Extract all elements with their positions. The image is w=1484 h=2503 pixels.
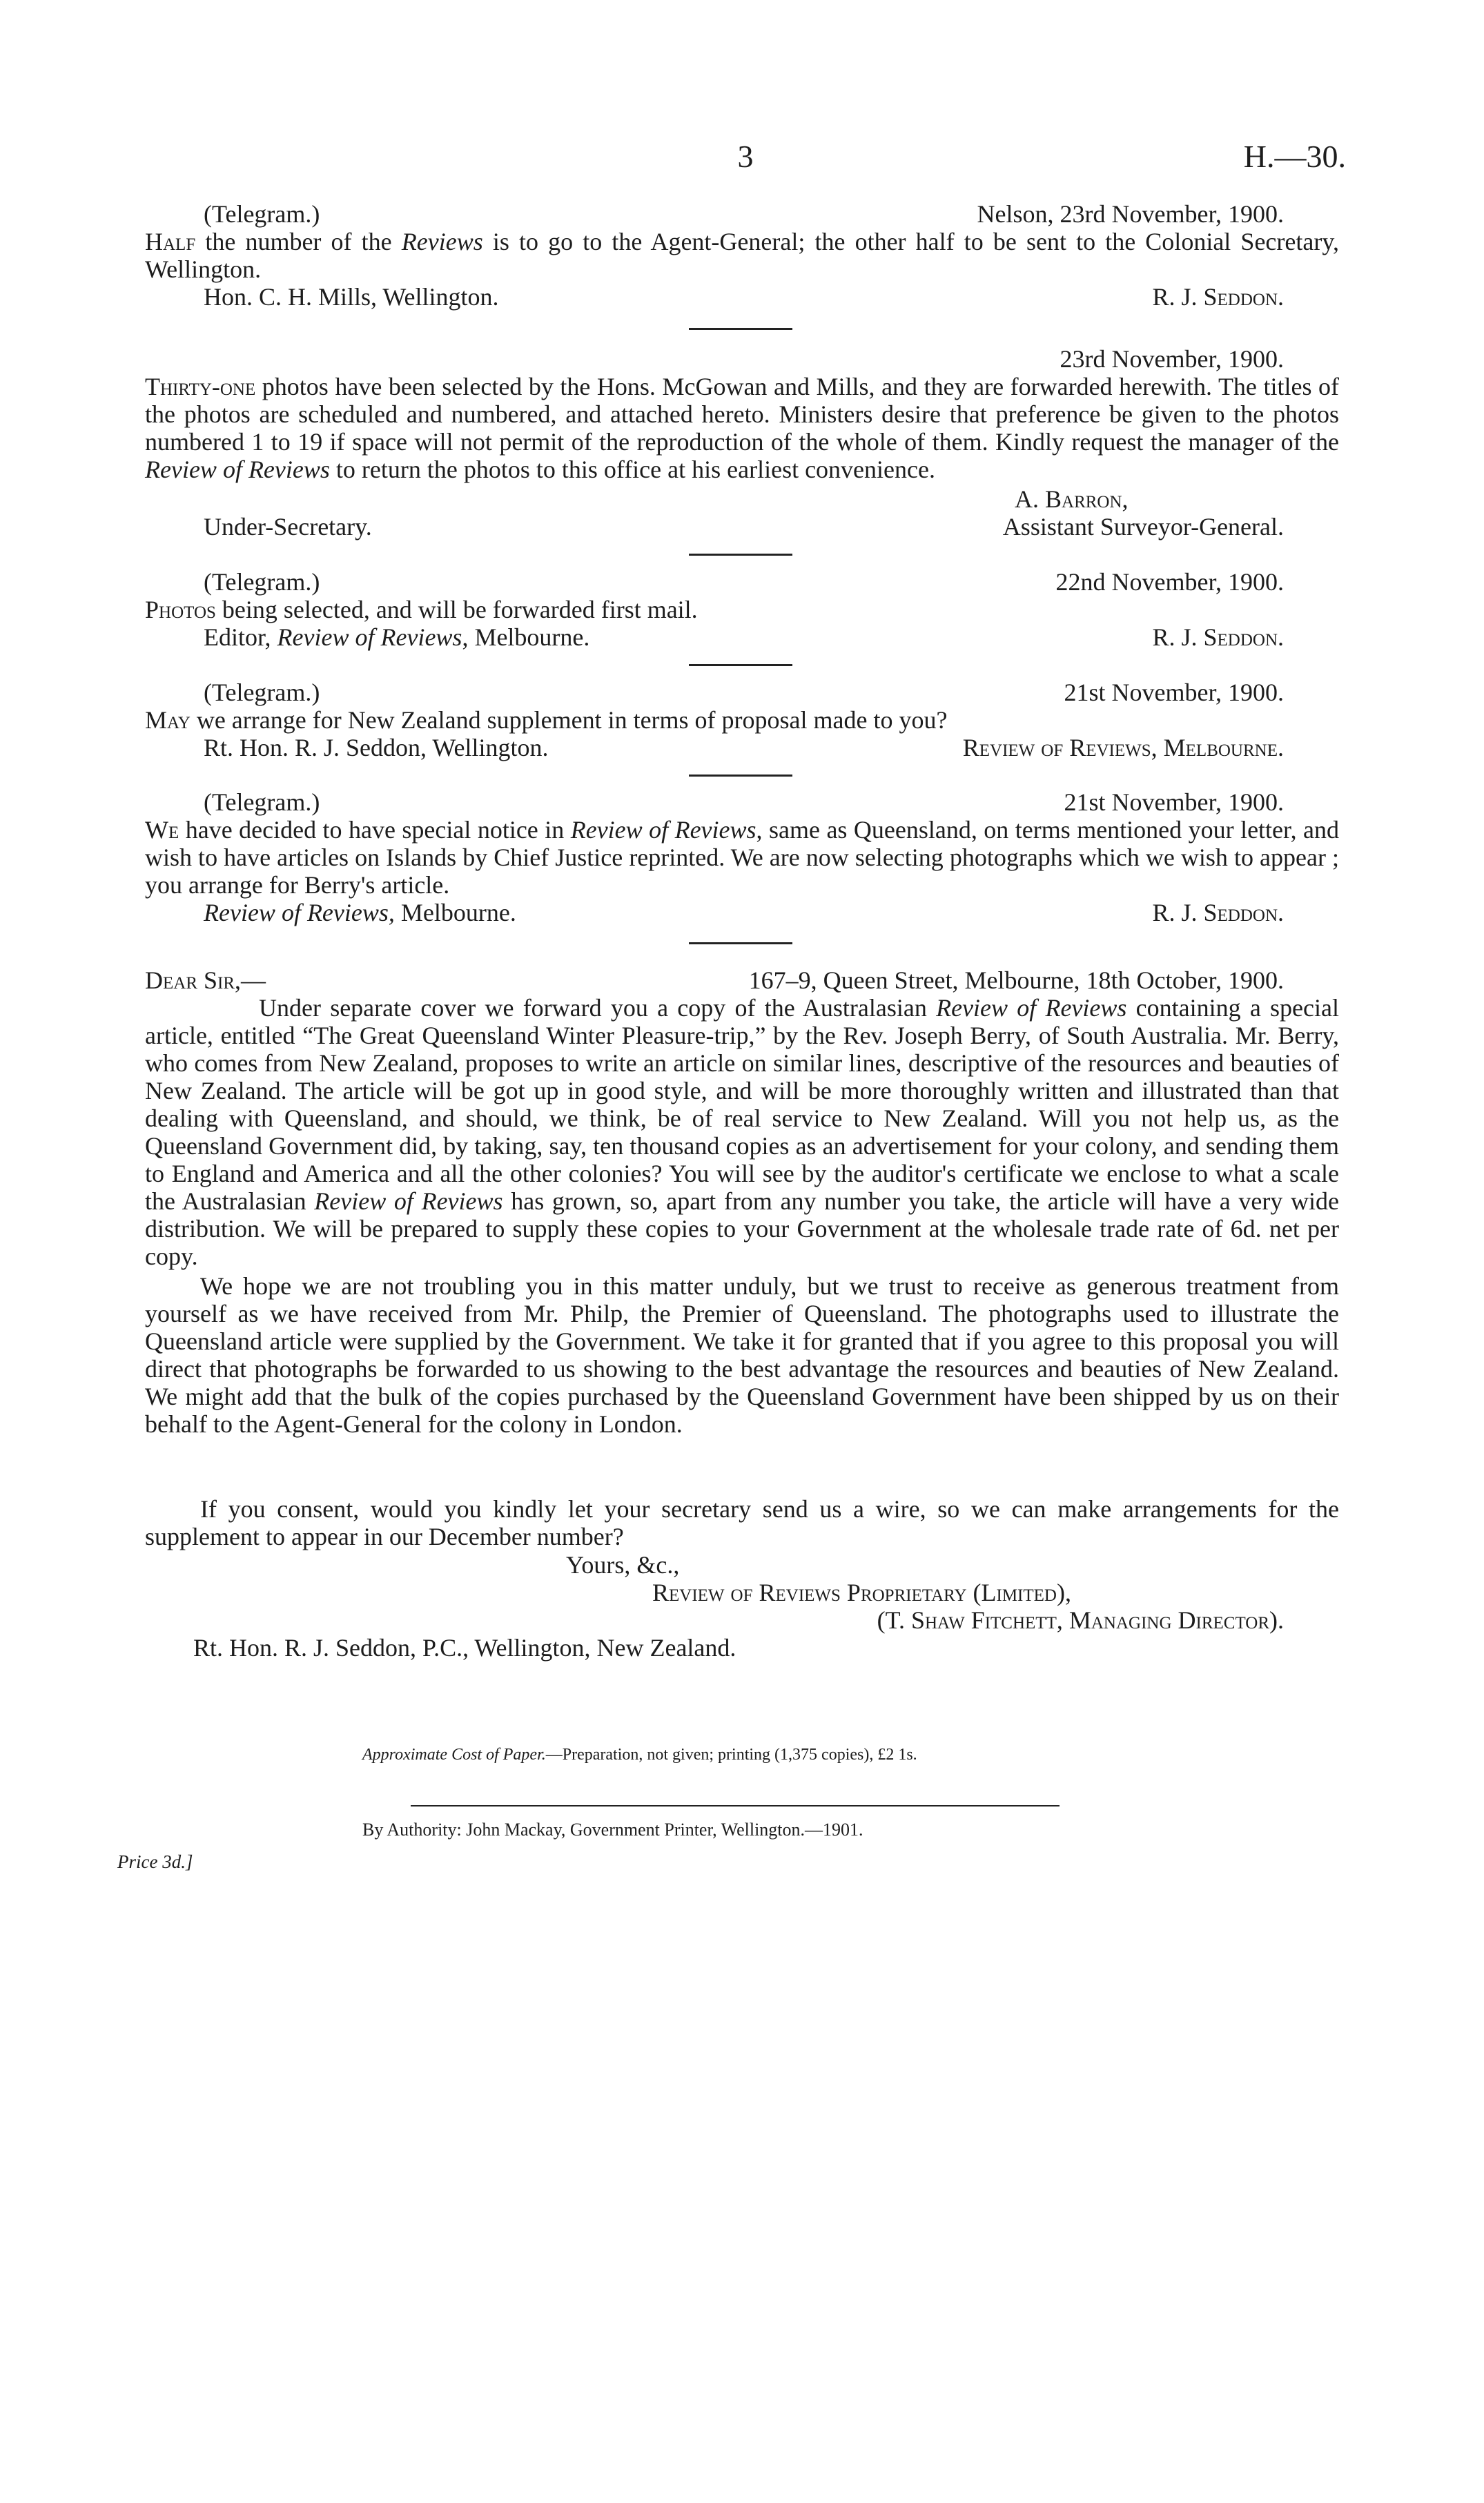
telegram-4-signature: R. J. Seddon.	[1152, 899, 1284, 926]
divider	[689, 942, 792, 944]
printer-authority: By Authority: John Mackay, Government Printer, Wellington.—1901.	[362, 1820, 863, 1840]
divider	[689, 775, 792, 777]
telegram-1-place-date: Nelson, 23rd November, 1900.	[977, 200, 1284, 228]
telegram-4-label: (Telegram.)	[204, 788, 320, 816]
letter-signatory: (T. Shaw Fitchett, Managing Director).	[877, 1606, 1284, 1634]
letter-paragraph-2: We hope we are not troubling you in this matter unduly, but we trust to receive as generous treatment from yourself as we have received from Mr. Philp, the Premier of Queensland. The photographs used to illustrate the Queensland article were supplied by the Government. We take it for granted that if you agree to this proposal you will direct that photographs be forwarded to us showing to the best advantage the resources and beauties of New Zealand. We might add that the bulk of the copies purchased by the Queensland Government have been shipped by us on their behalf to the Agent-General for the colony in London.	[145, 1272, 1339, 1438]
letter-closing: Yours, &c.,	[566, 1551, 680, 1579]
telegram-4-addressee: Review of Reviews, Melbourne.	[204, 899, 516, 926]
divider	[689, 328, 792, 330]
letter-paragraph-3: If you consent, would you kindly let your secretary send us a wire, so we can make arrangements for the supplement to appear in our December number?	[145, 1495, 1339, 1550]
letter-company: Review of Reviews Proprietary (Limited),	[652, 1579, 1071, 1606]
telegram-2-addressee: Editor, Review of Reviews, Melbourne.	[204, 623, 590, 651]
letter-paragraph-1: Under separate cover we forward you a copy of the Australasian Review of Reviews containing a special article, entitled “The Great Queensland Winter Pleasure-trip,” by the Rev. Joseph Berry, of South Australia. Mr. Berry, who comes from New Zealand, proposes to write an article on similar lines, descriptive of the resources and beauties of New Zealand. The article will be got up in good style, and will be more thoroughly written and illustrated than that dealing with Queensland, and should, we think, be of real service to New Zealand. Will you not help us, as the Queensland Government did, by taking, say, ten thousand copies as an advertisement for your colony, and sending them to England and America and all the other colonies? You will see by the auditor's certificate we enclose to what a scale the Australasian Review of Reviews has grown, so, apart from any number you take, the article will have a very wide distribution. We will be prepared to supply these copies to your Government at the wholesale trade rate of 6d. net per copy.	[145, 994, 1339, 1270]
divider	[689, 554, 792, 556]
telegram-4-body: We have decided to have special notice in Review of Reviews, same as Queensland, on terms mentioned your letter, and wish to have articles on Islands by Chief Justice reprinted. We are now selecting photographs which we wish to appear ; you arrange for Berry's article.	[145, 816, 1340, 899]
telegram-1-body: Half the number of the Reviews is to go to the Agent-General; the other half to be sent to the Colonial Secretary, Wellington.	[145, 228, 1339, 283]
footer-divider	[411, 1805, 1060, 1806]
memo-1-date: 23rd November, 1900.	[1060, 345, 1284, 373]
telegram-2-label: (Telegram.)	[204, 568, 320, 596]
letter-salutation: Dear Sir,—	[145, 966, 266, 994]
telegram-1-addressee: Hon. C. H. Mills, Wellington.	[204, 283, 499, 311]
cost-of-paper-note: Approximate Cost of Paper.—Preparation, not given; printing (1,375 copies), £2 1s.	[362, 1746, 917, 1764]
telegram-2-signature: R. J. Seddon.	[1152, 623, 1284, 651]
document-page: 3 H.—30. (Telegram.) Nelson, 23rd November, 1900. Half the number of the Reviews is to go to the Agent-General; the other half to be sent to the Colonial Secretary, Wellington. Hon. C. H. Mills, Wellington. R. J. Seddon. 23rd November, 1900. Thirty-one photos have been selected by the Hons. McGowan and Mills, and they are forwarded herewith. The titles of the photos are scheduled and numbered, and attached hereto. Ministers desire that preference be given to the photos numbered 1 to 19 if space will not permit of the reproduction of the whole of them. Kindly request the manager of the Review of Reviews to return the photos to this office at his earliest convenience. A. Barron, Under-Secretary. Assistant Surveyor-General. (Telegram.) 22nd November, 1900. Photos being selected, and will be forwarded first mail. Editor, Review of Reviews, Melbourne. R. J. Seddon. (Telegram.) 21st November, 1900. May we arrange for New Zealand supplement in terms of proposal made to you? Rt. Hon. R. J. Seddon, Wellington. Review of Reviews, Melbourne. (Telegram.) 21st November, 1900. We have decided to have special notice in Review of Reviews, same as Queensland, on terms mentioned your letter, and wish to have articles on Islands by Chief Justice reprinted. We are now selecting photographs which we wish to appear ; you arrange for Berry's article. Review of Reviews, Melbourne. R. J. Seddon. Dear Sir,— 167–9, Queen Street, Melbourne, 18th October, 1900. Under separate cover we forward you a copy of the Australasian Review of Reviews containing a special article, entitled “The Great Queensland Winter Pleasure-trip,” by the Rev. Joseph Berry, of South Australia. Mr. Berry, who comes from New Zealand, proposes to write an article on similar lines, descriptive of the resources and beauties of New Zealand. The article will be got up in good style, and will be more thoroughly written and illustrated than that dealing with Queensland, and should, we think, be of real service to New Zealand. Will you not help us, as the Queensland Government did, by taking, say, ten thousand copies as an advertisement for your colony, and sending them to England and America and all the other colonies? You will see by the auditor's certificate we enclose to what a scale the Australasian Review of Reviews has grown, so, apart from any number you take, the article will have a very wide distribution. We will be prepared to supply these copies to your Government at the wholesale trade rate of 6d. net per copy. We hope we are not troubling you in this matter unduly, but we trust to receive as generous treatment from yourself as we have received from Mr. Philp, the Premier of Queensland. The photographs used to illustrate the Queensland article were supplied by the Government. We take it for granted that if you agree to this proposal you will direct that photographs be forwarded to us showing to the best advantage the resources and beauties of New Zealand. We might add that the bulk of the copies purchased by the Queensland Government have been shipped by us on their behalf to the Agent-General for the colony in London. If you consent, would you kindly let your secretary send us a wire, so we can make arrangements for the supplement to appear in our December number? Yours, &c., Review of Reviews Proprietary (Limited), (T. Shaw Fitchett, Managing Director). Rt. Hon. R. J. Seddon, P.C., Wellington, New Zealand. Approximate Cost of Paper.—Preparation, not given; printing (1,375 copies), £2 1s. By Authority: John Mackay, Government Printer, Wellington.—1901. Price 3d.]	[117, 139, 1346, 1872]
telegram-1-signature: R. J. Seddon.	[1152, 283, 1284, 311]
letter-addressee: Rt. Hon. R. J. Seddon, P.C., Wellington, New Zealand.	[193, 1634, 736, 1662]
price-note: Price 3d.]	[117, 1851, 193, 1872]
telegram-1-lead: Half	[145, 228, 196, 255]
telegram-3-date: 21st November, 1900.	[1064, 679, 1284, 706]
memo-1-signature-title: Assistant Surveyor-General.	[1002, 513, 1284, 540]
document-code: H.—30.	[1243, 139, 1346, 174]
page-number: 3	[737, 139, 754, 174]
memo-1-addressee: Under-Secretary.	[204, 513, 372, 540]
letter-address-date: 167–9, Queen Street, Melbourne, 18th October, 1900.	[748, 966, 1284, 994]
telegram-3-signature: Review of Reviews, Melbourne.	[962, 734, 1284, 761]
divider	[689, 664, 792, 666]
telegram-2-date: 22nd November, 1900.	[1055, 568, 1284, 596]
memo-1-body: Thirty-one photos have been selected by the Hons. McGowan and Mills, and they are forwarded herewith. The titles of the photos are scheduled and numbered, and attached hereto. Ministers desire that preference be given to the photos numbered 1 to 19 if space will not permit of the reproduction of the whole of them. Kindly request the manager of the Review of Reviews to return the photos to this office at his earliest convenience.	[145, 373, 1339, 483]
telegram-3-label: (Telegram.)	[204, 679, 320, 706]
telegram-1-label: (Telegram.)	[204, 200, 320, 228]
telegram-4-date: 21st November, 1900.	[1064, 788, 1284, 816]
memo-1-signature-name: A. Barron,	[1015, 485, 1129, 513]
telegram-3-addressee: Rt. Hon. R. J. Seddon, Wellington.	[204, 734, 549, 761]
